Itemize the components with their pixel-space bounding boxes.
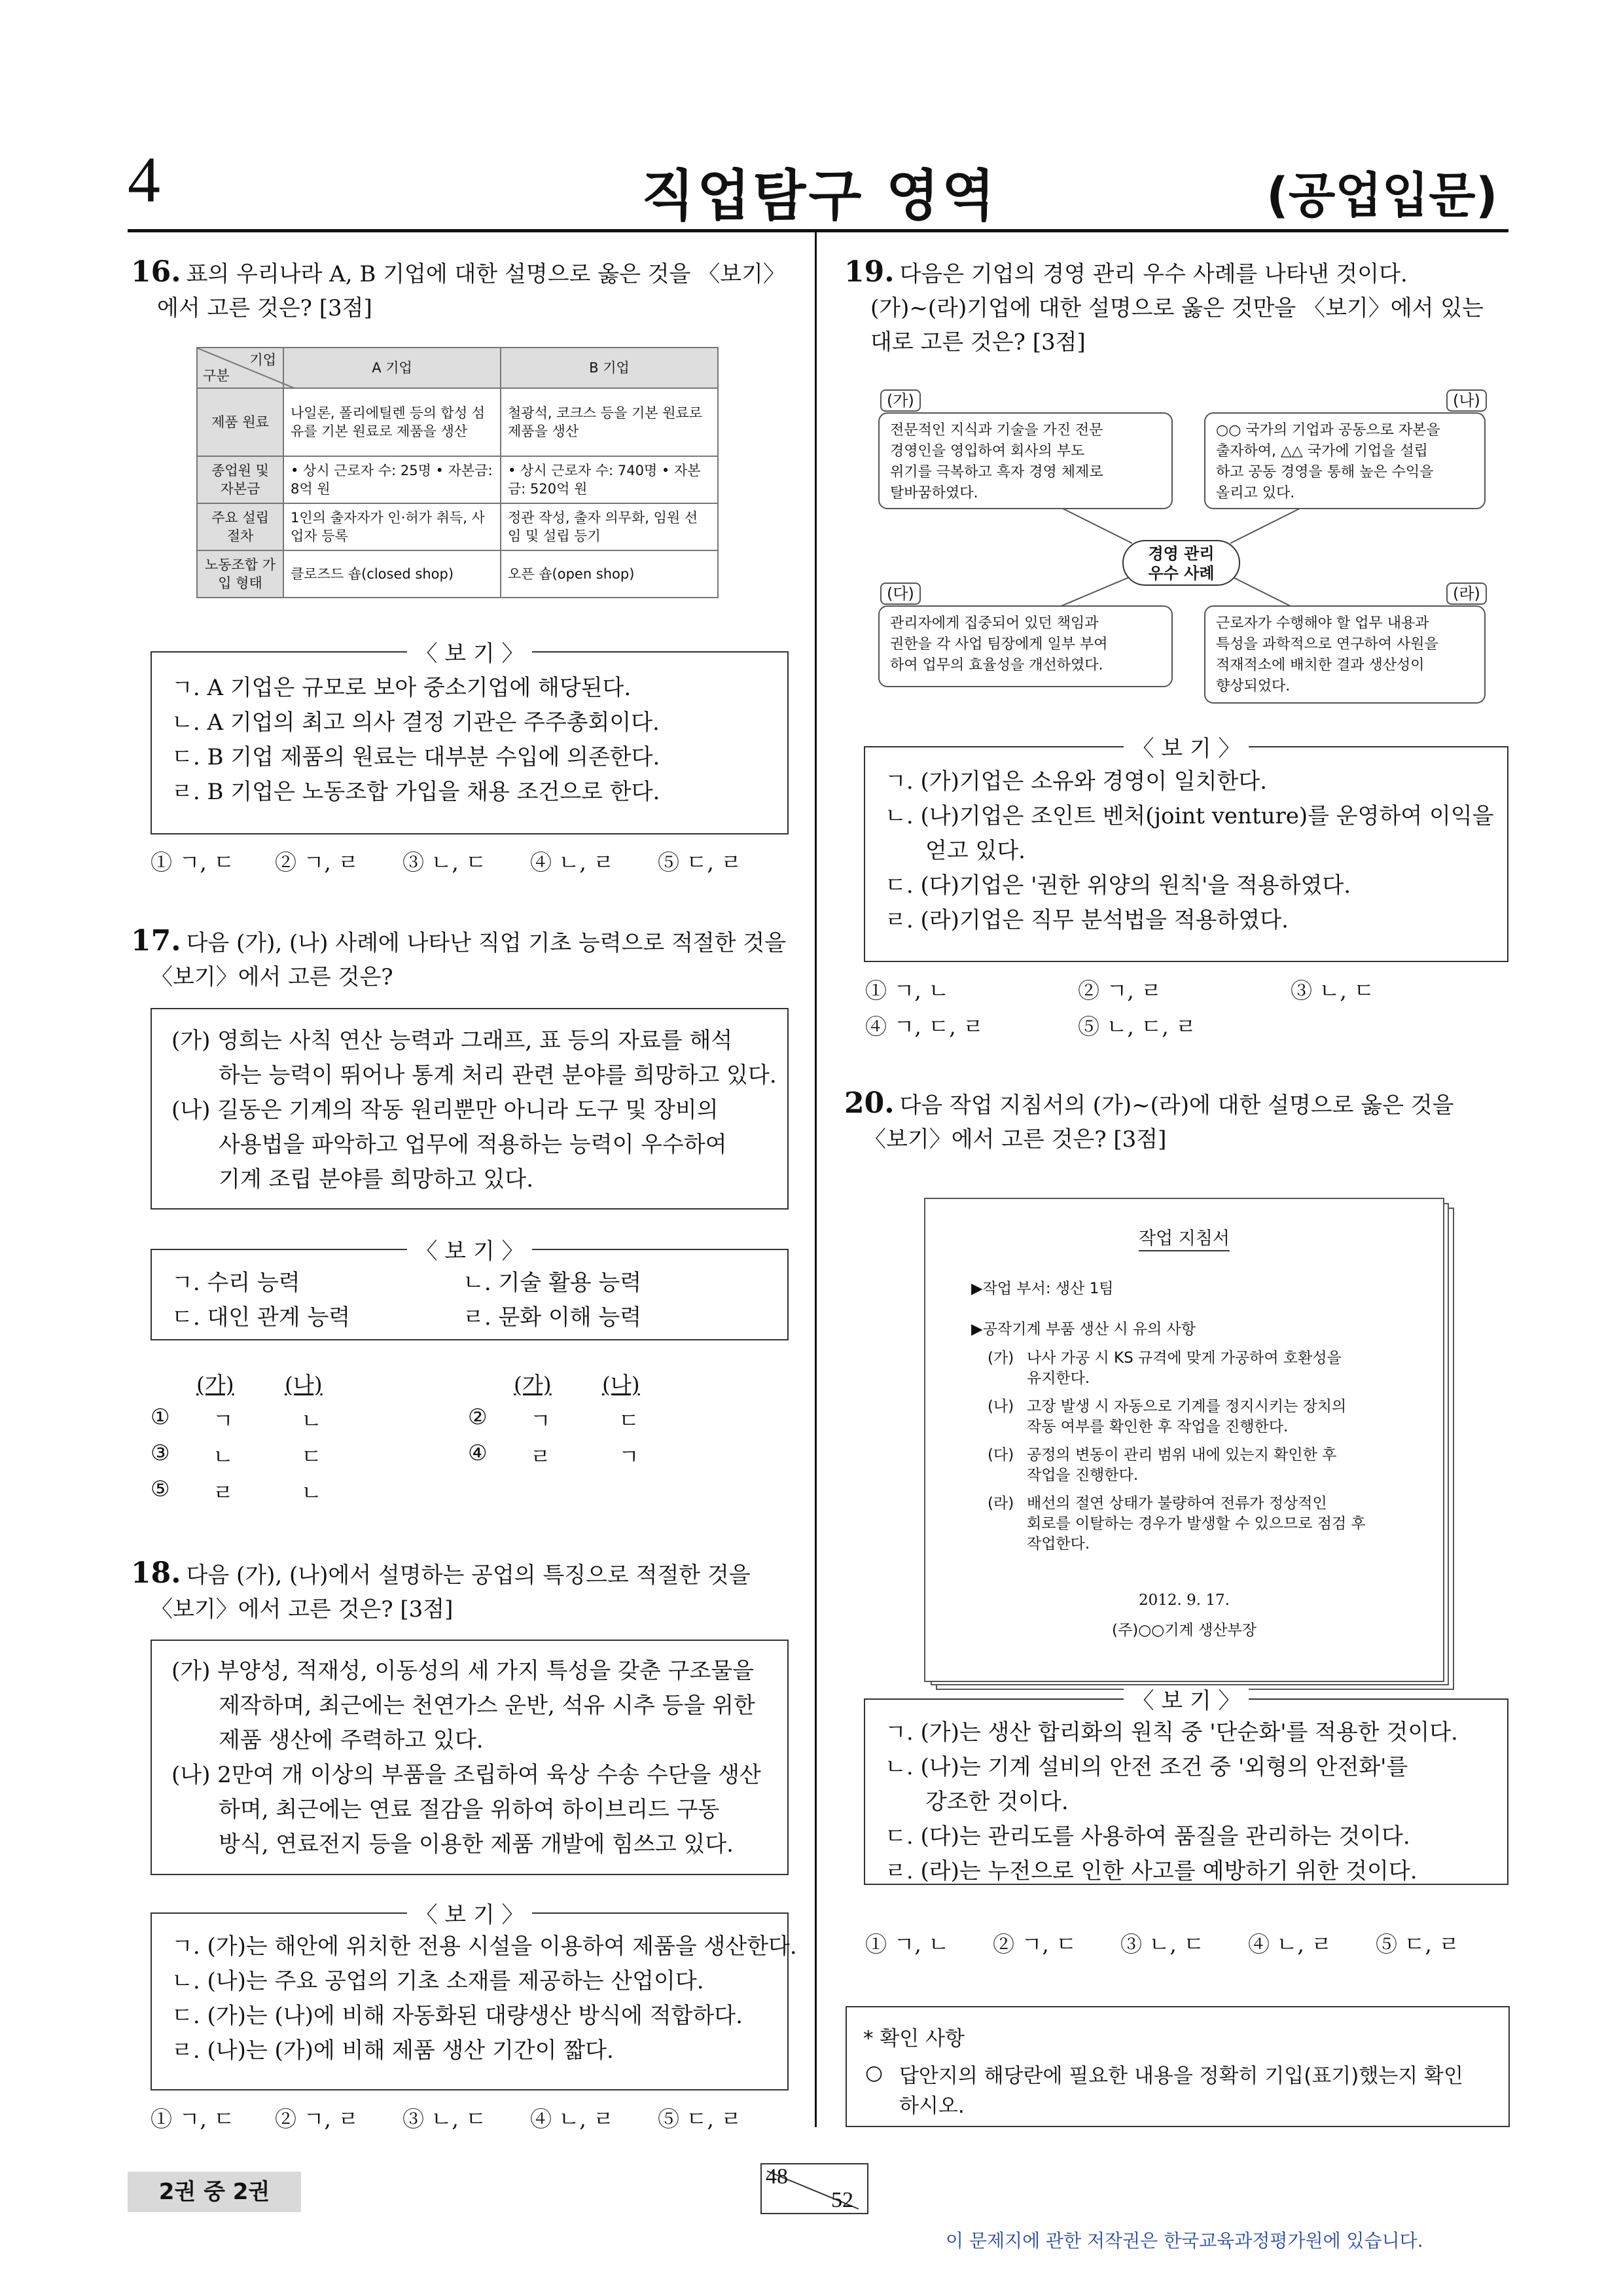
table-row: 주요 설립 절차 1인의 출자자가 인·허가 취득, 사업자 등록 정관 작성, 출자 의무화, 임원 선임 및 설립 등기 <box>197 503 718 550</box>
bogi-title: 〈 보 기 〉 <box>407 641 531 667</box>
bogi-item: ㄷ. 대인 관계 능력 <box>171 1304 351 1331</box>
notice-title: * 확인 사항 <box>863 2027 965 2051</box>
bogi-item: ㄹ. (라)는 누전으로 인한 사고를 예방하기 위한 것이다. <box>885 1858 1418 1884</box>
answer-choice[interactable]: ① ㄱ, ㄷ <box>151 850 235 875</box>
answer-choice[interactable]: ② ㄱ, ㄹ <box>275 850 359 875</box>
question-19-stem: 19. 다음은 기업의 경영 관리 우수 사례를 나타낸 것이다. (가)~(라)기업에 대한 설명으로 옳은 것만을 〈보기〉에서 있는 대로 고른 것은? [3점] <box>844 255 1484 355</box>
bogi-item: ㄱ. (가)기업은 소유와 경영이 일치한다. <box>885 768 1268 795</box>
question-16-stem: 16. 표의 우리나라 A, B 기업에 대한 설명으로 옳은 것을 〈보기〉 에서 고른 것은? [3점] <box>131 255 785 321</box>
total-pages: 52 <box>831 2188 853 2212</box>
table-row: 종업원 및 자본금 • 상시 근로자 수: 25명 • 자본금: 8억 원 • 상시 근로자 수: 740명 • 자본금: 520억 원 <box>197 456 718 503</box>
sheet-dept: ▶작업 부서: 생산 1팀 <box>971 1280 1114 1297</box>
answer-choice[interactable]: ⑤ ㄷ, ㄹ <box>1376 1931 1460 1957</box>
bogi-item: ㄷ. (다)는 관리도를 사용하여 품질을 관리하는 것이다. <box>885 1823 1410 1850</box>
question-number: 20. <box>844 1086 895 1120</box>
bogi-item: ㄹ. (나)는 (가)에 비해 제품 생산 기간이 짧다. <box>171 2037 614 2064</box>
bogi-item: ㄴ. A 기업의 최고 의사 결정 기관은 주주총회이다. <box>171 709 660 736</box>
answer-choice[interactable]: ① ㄱ, ㄷ <box>151 2106 235 2132</box>
booklet-label: 2권 중 2권 <box>128 2172 301 2212</box>
sheet-item: (다) 공정의 변동이 관리 범위 내에 있는지 확인한 후 작업을 진행한다. <box>988 1446 1337 1484</box>
sheet-title-wrap <box>925 1224 1443 1249</box>
bogi-title: 〈 보 기 〉 <box>407 1238 531 1265</box>
column-header-ga: (가) <box>514 1372 552 1397</box>
bogi-item: ㄱ. 수리 능력 <box>171 1270 300 1296</box>
answer-choice[interactable]: ③ ㄴ, ㄷ <box>402 850 487 875</box>
answer-choice[interactable]: ④ ㄴ, ㄹ <box>1248 1931 1332 1957</box>
sheet-item: (라) 배선의 절연 상태가 불량하여 전류가 정상적인 회로를 이탈하는 경우가 발생할 수 있으므로 점검 후 작업한다. <box>988 1495 1366 1552</box>
sheet-item: (나) 고장 발생 시 자동으로 기계를 정지시키는 장치의 작동 여부를 확인한 후 작업을 진행한다. <box>988 1398 1347 1435</box>
work-instruction-sheet <box>924 1198 1444 1682</box>
table-row: 제품 원료 나일론, 폴리에틸렌 등의 합성 섬유를 기본 원료로 제품을 생산 철광석, 코크스 등을 기본 원료로 제품을 생산 <box>197 388 718 456</box>
page-number: 4 <box>128 143 160 216</box>
passage-line: (나) 길동은 기계의 작동 원리뿐만 아니라 도구 및 장비의 <box>171 1097 719 1123</box>
passage-line: 하며, 최근에는 연료 절감을 위하여 하이브리드 구동 <box>219 1797 720 1823</box>
bogi-item: ㄹ. (라)기업은 직무 분석법을 적용하였다. <box>885 907 1289 933</box>
bogi-item: ㄹ. 문화 이해 능력 <box>463 1304 642 1331</box>
question-18-stem: 18. 다음 (가), (나)에서 설명하는 공업의 특징으로 적절한 것을 〈보기〉에서 고른 것은? [3점] <box>131 1556 751 1623</box>
sheet-subject: ▶공작기계 부품 생산 시 유의 사항 <box>971 1321 1196 1338</box>
bogi-item: ㄷ. B 기업 제품의 원료는 대부분 수입에 의존한다. <box>171 744 660 770</box>
bogi-item: ㄴ. (나)는 기계 설비의 안전 조건 중 '외형의 안전화'를 <box>885 1754 1408 1780</box>
page-indicator <box>760 2163 868 2214</box>
question-18-bogi-box <box>151 1902 797 2090</box>
question-number: 18. <box>131 1556 181 1590</box>
passage-line: 하는 능력이 뛰어나 통계 처리 관련 분야를 희망하고 있다. <box>219 1062 777 1088</box>
question-20-bogi-box <box>864 1688 1508 1885</box>
subject-title: 직업탐구 영역 <box>641 164 998 228</box>
passage-line: 사용법을 파악하고 업무에 적용하는 능력이 우수하여 <box>219 1132 727 1158</box>
passage-line: 제품 생산에 주력하고 있다. <box>219 1727 484 1753</box>
case-tag-na: (나) <box>1446 389 1487 412</box>
answer-choice[interactable]: ① ㄱ, ㄴ <box>865 978 950 1003</box>
passage-line: (가) 영희는 사칙 연산 능력과 그래프, 표 등의 자료를 해석 <box>171 1028 733 1054</box>
question-17-stem: 17. 다음 (가), (나) 사례에 나타난 직업 기초 능력으로 적절한 것을 〈보기〉에서 고른 것은? <box>131 924 787 990</box>
bogi-item: 강조한 것이다. <box>925 1789 1069 1815</box>
table-header-b: B 기업 <box>501 348 718 388</box>
subject-subtitle: (공업입문) <box>1266 168 1498 224</box>
case-box-da: 관리자에게 집중되어 있던 책임과 권한을 각 사업 팀장에게 일부 부여 하여 업무의 효율성을 개선하였다. <box>878 605 1173 687</box>
notice-bullet: ○ <box>865 2061 883 2085</box>
answer-choice[interactable]: ③ ㄴ, ㄷ <box>402 2106 487 2132</box>
case-tag-ga: (가) <box>880 389 921 412</box>
case-tag-da: (다) <box>880 583 921 605</box>
header-rule <box>128 229 1508 232</box>
passage-line: 제작하며, 최근에는 천연가스 운반, 석유 시추 등을 위한 <box>219 1693 755 1719</box>
bogi-title: 〈 보 기 〉 <box>1124 736 1248 762</box>
answer-choice[interactable]: ③ ㄴ, ㄷ <box>1120 1931 1205 1957</box>
question-number: 17. <box>131 924 181 958</box>
bogi-item: ㄹ. B 기업은 노동조합 가입을 채용 조건으로 한다. <box>171 779 660 805</box>
answer-choice[interactable]: ⑤ ㄷ, ㄹ <box>658 850 742 875</box>
bogi-item: 얻고 있다. <box>925 838 1026 864</box>
bogi-item: ㄴ. 기술 활용 능력 <box>463 1270 642 1296</box>
answer-choice[interactable]: ④ ㄴ, ㄹ <box>530 2106 615 2132</box>
question-19-bogi-box <box>864 736 1508 962</box>
question-number: 16. <box>131 255 181 289</box>
case-box-ra: 근로자가 수행해야 할 업무 내용과 특성을 과학적으로 연구하여 사원을 적재적소에 배치한 결과 생산성이 향상되었다. <box>1204 605 1486 704</box>
bogi-item: ㄱ. (가)는 해안에 위치한 전용 시설을 이용하여 제품을 생산한다. <box>171 1933 797 1960</box>
sheet-date: 2012. 9. 17. <box>1139 1592 1230 1609</box>
column-header-na: (나) <box>602 1372 640 1397</box>
question-16-table <box>196 347 719 598</box>
sheet-items <box>988 1348 1433 1554</box>
answer-choice[interactable]: ⑤ ㄴ, ㄷ, ㄹ <box>1078 1014 1197 1039</box>
column-header-ga: (가) <box>196 1372 234 1397</box>
answer-choice[interactable]: ④ ㄱ, ㄷ, ㄹ <box>865 1014 984 1039</box>
table-row: 노동조합 가입 형태 클로즈드 숍(closed shop) 오픈 숍(open shop) <box>197 550 718 598</box>
question-number: 19. <box>844 255 895 289</box>
answer-choice[interactable]: ② ㄱ, ㄷ <box>993 1931 1077 1957</box>
notice-box <box>846 2006 1510 2127</box>
answer-choice[interactable]: ② ㄱ, ㄹ <box>1078 978 1162 1003</box>
question-17-bogi-box <box>151 1238 789 1340</box>
question-20-stem: 20. 다음 작업 지침서의 (가)~(라)에 대한 설명으로 옳은 것을 〈보기〉에서 고른 것은? [3점] <box>844 1086 1454 1153</box>
table-header-a: A 기업 <box>283 348 501 388</box>
sheet-issuer: (주)○○기계 생산부장 <box>1112 1622 1257 1639</box>
case-box-na: ○○ 국가의 기업과 공동으로 자본을 출자하여, △△ 국가에 기업을 설립 하고 공동 경영을 통해 높은 수익을 올리고 있다. <box>1204 412 1486 509</box>
column-header-na: (나) <box>285 1372 323 1397</box>
question-18-passage-box <box>151 1640 789 1875</box>
answer-choice[interactable]: ④ ㄴ, ㄹ <box>530 850 615 875</box>
copyright-notice: 이 문제지에 관한 저작권은 한국교육과정평가원에 있습니다. <box>946 2230 1423 2251</box>
question-17-passage-box <box>151 1008 789 1210</box>
passage-line: (가) 부양성, 적재성, 이동성의 세 가지 특성을 갖춘 구조물을 <box>171 1658 755 1684</box>
answer-choice[interactable]: ② ㄱ, ㄹ <box>275 2106 359 2132</box>
passage-line: 기계 조립 분야를 희망하고 있다. <box>219 1166 534 1193</box>
bogi-title: 〈 보 기 〉 <box>1124 1688 1248 1714</box>
answer-choice[interactable]: ⑤ ㄷ, ㄹ <box>658 2106 742 2132</box>
sheet-title: 작업 지침서 <box>1139 1229 1230 1251</box>
answer-choice[interactable]: ① ㄱ, ㄴ <box>865 1931 950 1957</box>
case-box-ga: 전문적인 지식과 기술을 가진 전문 경영인을 영입하여 회사의 부도 위기를 극복하고 흑자 경영 체제로 탈바꿈하였다. <box>878 412 1173 509</box>
bogi-title: 〈 보 기 〉 <box>407 1902 531 1928</box>
passage-line: 방식, 연료전지 등을 이용한 제품 개발에 힘쓰고 있다. <box>219 1831 734 1857</box>
bogi-item: ㄱ. A 기업은 규모로 보아 중소기업에 해당된다. <box>171 675 632 701</box>
passage-line: (나) 2만여 개 이상의 부품을 조립하여 육상 수송 수단을 생산 <box>171 1762 761 1788</box>
table-corner-cell: 기업 구분 <box>197 348 283 388</box>
sheet-item: (가) 나사 가공 시 KS 규격에 맞게 가공하여 호환성을 유지한다. <box>988 1350 1342 1387</box>
diagram-center-label: 경영 관리 우수 사례 <box>1122 540 1240 586</box>
bogi-item: ㄷ. (가)는 (나)에 비해 자동화된 대량생산 방식에 적합하다. <box>171 2003 743 2029</box>
question-17-choices: (가) (나) (가) (나) ① ㄱ ㄴ ② ㄱ ㄷ ③ ㄴ ㄷ ④ ㄹ ㄱ ⑤ ㄹ ㄴ <box>151 1368 740 1525</box>
bogi-item: ㄴ. (나)는 주요 공업의 기초 소재를 제공하는 산업이다. <box>171 1968 704 1994</box>
question-19-choices <box>865 974 1487 1046</box>
bogi-item: ㄴ. (나)기업은 조인트 벤처(joint venture)를 운영하여 이익을 <box>885 803 1494 829</box>
notice-text: 답안지의 해당란에 필요한 내용을 정확히 기입(표기)했는지 확인 하시오. <box>899 2064 1463 2118</box>
bogi-item: ㄷ. (다)기업은 '권한 위양의 원칙'을 적용하였다. <box>885 872 1351 899</box>
question-16-bogi-box <box>151 641 789 834</box>
answer-choice[interactable]: ③ ㄴ, ㄷ <box>1291 978 1375 1003</box>
case-tag-ra: (라) <box>1446 583 1487 605</box>
column-divider <box>815 232 817 2127</box>
bogi-item: ㄱ. (가)는 생산 합리화의 원칙 중 '단순화'를 적용한 것이다. <box>885 1719 1458 1746</box>
management-case-diagram <box>870 383 1492 710</box>
current-page: 48 <box>766 2164 788 2189</box>
